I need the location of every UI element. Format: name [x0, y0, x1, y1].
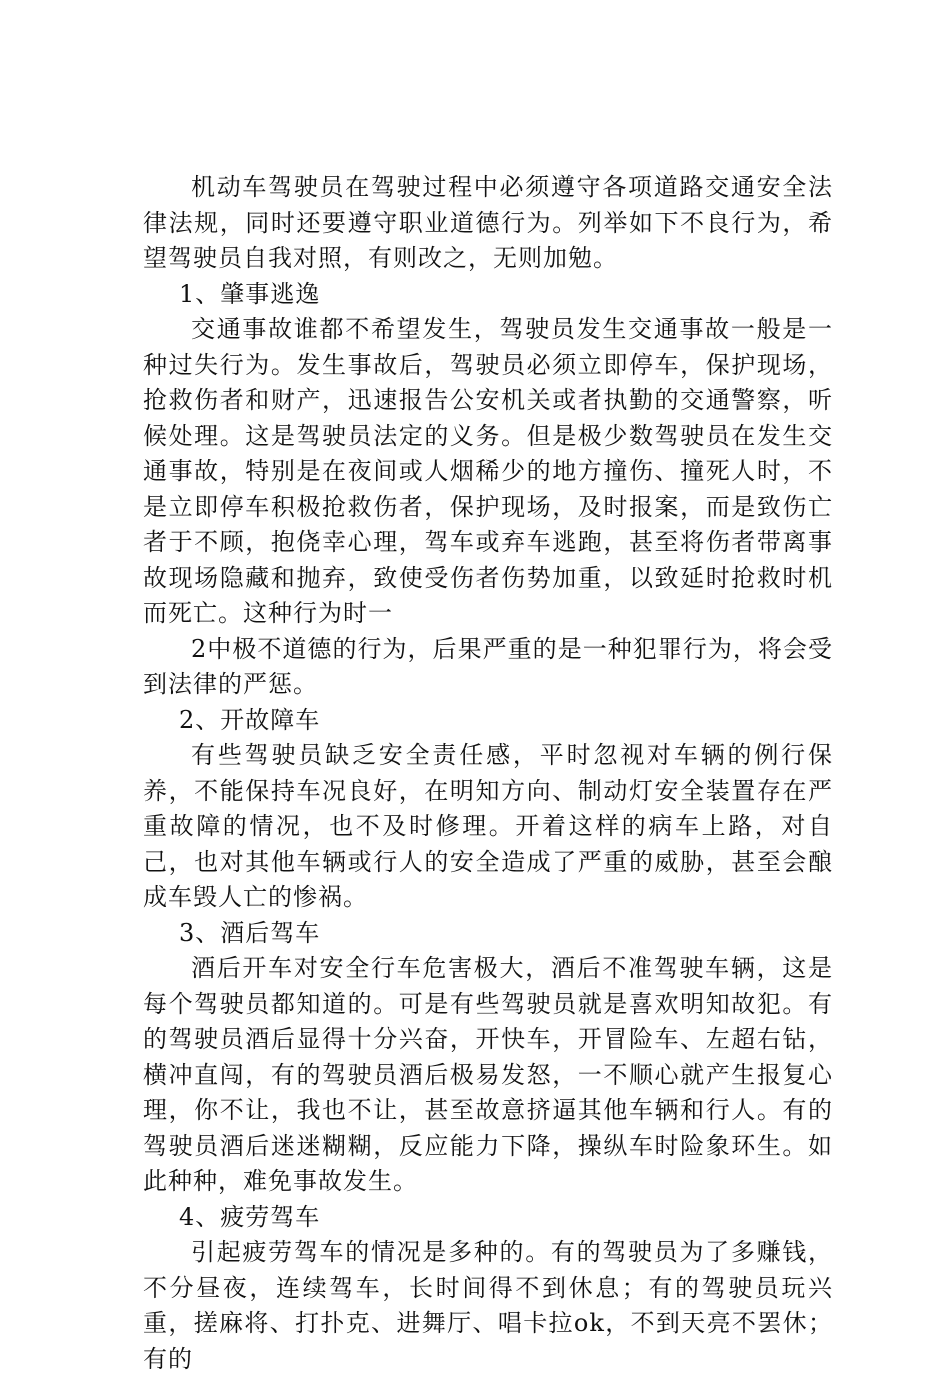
section-heading-drunk-driving: 3、酒后驾车 [179, 918, 321, 947]
paragraph-drunk-driving: 酒后开车对安全行车危害极大，酒后不准驾驶车辆，这是每个驾驶员都知道的。可是有些驾驶员就是喜欢明知故犯。有的驾驶员酒后显得十分兴奋，开快车，开冒险车、左超右钻，横冲直闯，有的驾驶员酒后极易发怒，一不顺心就产生报复心理，你不让，我也不让，甚至故意挤逼其他车辆和行人。有的驾驶员酒后迷迷糊糊，反应能力下降，操纵车时险象环生。如此种种，难免事故发生。 [143, 954, 833, 1195]
intro-paragraph: 机动车驾驶员在驾驶过程中必须遵守各项道路交通安全法律法规，同时还要遵守职业道德行为。列举如下不良行为，希望驾驶员自我对照，有则改之，无则加勉。 [143, 173, 833, 272]
section-heading-faulty-vehicle: 2、开故障车 [179, 705, 321, 734]
section-heading-fatigue-driving: 4、疲劳驾车 [179, 1202, 321, 1231]
document-page [143, 170, 833, 1377]
paragraph-hit-and-run: 交通事故谁都不希望发生，驾驶员发生交通事故一般是一种过失行为。发生事故后，驾驶员必须立即停车，保护现场，抢救伤者和财产，迅速报告公安机关或者执勤的交通警察，听候处理。这是驾驶员法定的义务。但是极少数驾驶员在发生交通事故，特别是在夜间或人烟稀少的地方撞伤、撞死人时，不是立即停车积极抢救伤者，保护现场，及时报案，而是致伤亡者于不顾，抱侥幸心理，驾车或弃车逃跑，甚至将伤者带离事故现场隐藏和抛弃，致使受伤者伤势加重，以致延时抢救时机而死亡。这种行为时一 [143, 315, 833, 627]
section-heading-hit-and-run: 1、肇事逃逸 [179, 279, 321, 308]
paragraph-fatigue-driving: 引起疲劳驾车的情况是多种的。有的驾驶员为了多赚钱，不分昼夜，连续驾车，长时间得不到休息；有的驾驶员玩兴重，搓麻将、打扑克、进舞厅、唱卡拉ok，不到天亮不罢休；有的 [143, 1238, 833, 1373]
paragraph-hit-and-run-continued: 2中极不道德的行为，后果严重的是一种犯罪行为，将会受到法律的严惩。 [143, 634, 833, 698]
paragraph-faulty-vehicle: 有些驾驶员缺乏安全责任感，平时忽视对车辆的例行保养，不能保持车况良好，在明知方向、制动灯安全装置存在严重故障的情况，也不及时修理。开着这样的病车上路，对自己，也对其他车辆或行人的安全造成了严重的威胁，甚至会酿成车毁人亡的惨祸。 [143, 741, 833, 911]
